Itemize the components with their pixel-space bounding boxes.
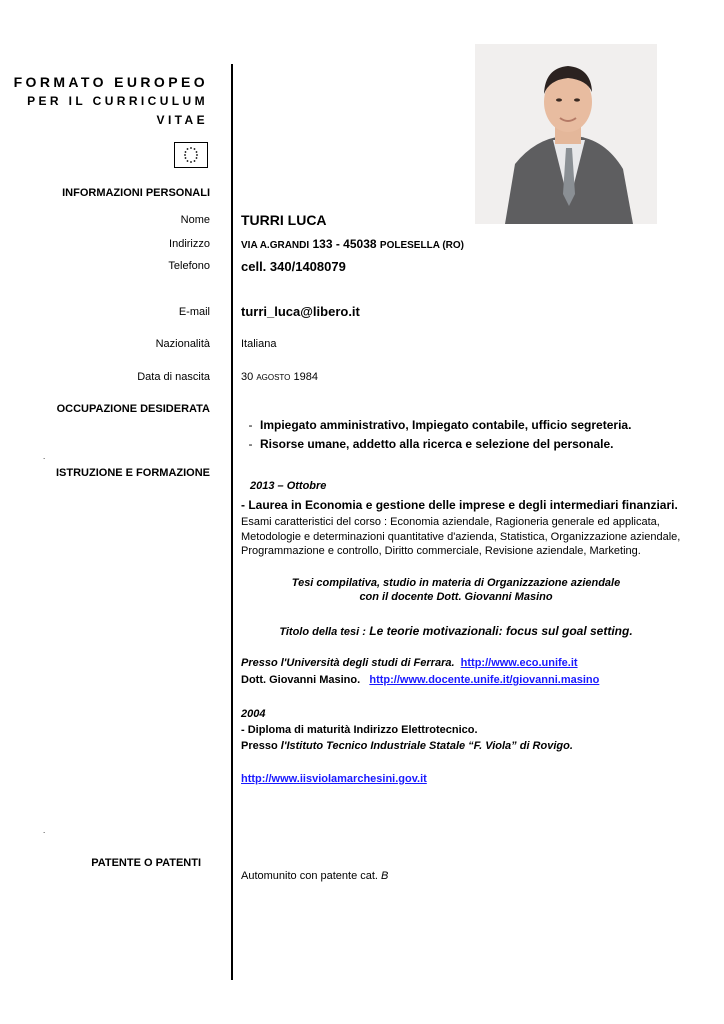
name-label: Nome [180, 214, 210, 226]
stray-dot: . [43, 826, 46, 835]
occupation-item: - Risorse umane, addetto alla ricerca e selezione del personale. [248, 437, 614, 451]
phone-label: Telefono [168, 260, 210, 272]
professor-link[interactable]: http://www.docente.unife.it/giovanni.masino [369, 674, 600, 686]
school-link[interactable]: http://www.iisviolamarchesini.gov.it [241, 773, 427, 785]
school: Presso l'Istituto Tecnico Industriale Statale “F. Viola” di Rovigo. [241, 740, 573, 752]
address-value: VIA A.GRANDI 133 - 45038 POLESELLA (RO) [241, 237, 464, 251]
phone-value: cell. 340/1408079 [241, 259, 346, 274]
address-label: Indirizzo [169, 238, 210, 250]
stray-dot: . [43, 452, 46, 461]
name-value: TURRI LUCA [241, 212, 327, 228]
nationality-label: Nazionalità [155, 338, 210, 350]
thesis-title: Titolo della tesi : Le teorie motivazionali: focus sul goal setting. [279, 624, 633, 638]
nationality-value: Italiana [241, 338, 277, 350]
birth-label: Data di nascita [137, 371, 210, 383]
profile-photo [475, 44, 657, 224]
professor: Dott. Giovanni Masino. http://www.docente.unife.it/giovanni.masino [241, 674, 600, 686]
education-date-2: 2004 [241, 708, 266, 720]
eu-flag-icon [174, 142, 208, 168]
column-divider [231, 64, 233, 980]
section-education: ISTRUZIONE E FORMAZIONE [56, 467, 210, 479]
occupation-item: - Impiegato amministrativo, Impiegato contabile, ufficio segreteria. [248, 418, 632, 432]
section-license: PATENTE O PATENTI [91, 857, 201, 869]
license-value: Automunito con patente cat. B [241, 870, 389, 882]
thesis-description: Tesi compilativa, studio in materia di Organizzazione aziendale con il docente Dott. Giovanni Masino [291, 577, 621, 603]
university: Presso l'Università degli studi di Ferrara. http://www.eco.unife.it [241, 657, 578, 669]
section-occupation: OCCUPAZIONE DESIDERATA [56, 403, 210, 415]
cv-title-line-1: FORMATO EUROPEO [13, 74, 208, 90]
degree: - Laurea in Economia e gestione delle imprese e degli intermediari finanziari. [241, 498, 678, 512]
birth-value: 30 AGOSTO 1984 [241, 371, 318, 383]
occupation-list [241, 418, 631, 451]
section-personal-info: INFORMAZIONI PERSONALI [62, 187, 210, 199]
exams: Esami caratteristici del corso : Economia aziendale, Ragioneria generale ed applicata, Metodologie e determinazioni quantitative d'azienda, Statistica, Organizzazione aziendale, Programmazione e controllo, Diritto commerciale, Revisione aziendale, Marketing. [241, 516, 681, 557]
email-value[interactable]: turri_luca@libero.it [241, 304, 360, 319]
cv-title-line-2: PER IL CURRICULUM [27, 94, 208, 108]
cv-title-line-3: VITAE [156, 113, 208, 127]
education-date-1: 2013 – Ottobre [250, 480, 327, 492]
email-label: E-mail [178, 306, 210, 318]
diploma: - Diploma di maturità Indirizzo Elettrotecnico. [241, 724, 478, 736]
university-link[interactable]: http://www.eco.unife.it [460, 657, 578, 669]
school-link-row [241, 773, 427, 785]
